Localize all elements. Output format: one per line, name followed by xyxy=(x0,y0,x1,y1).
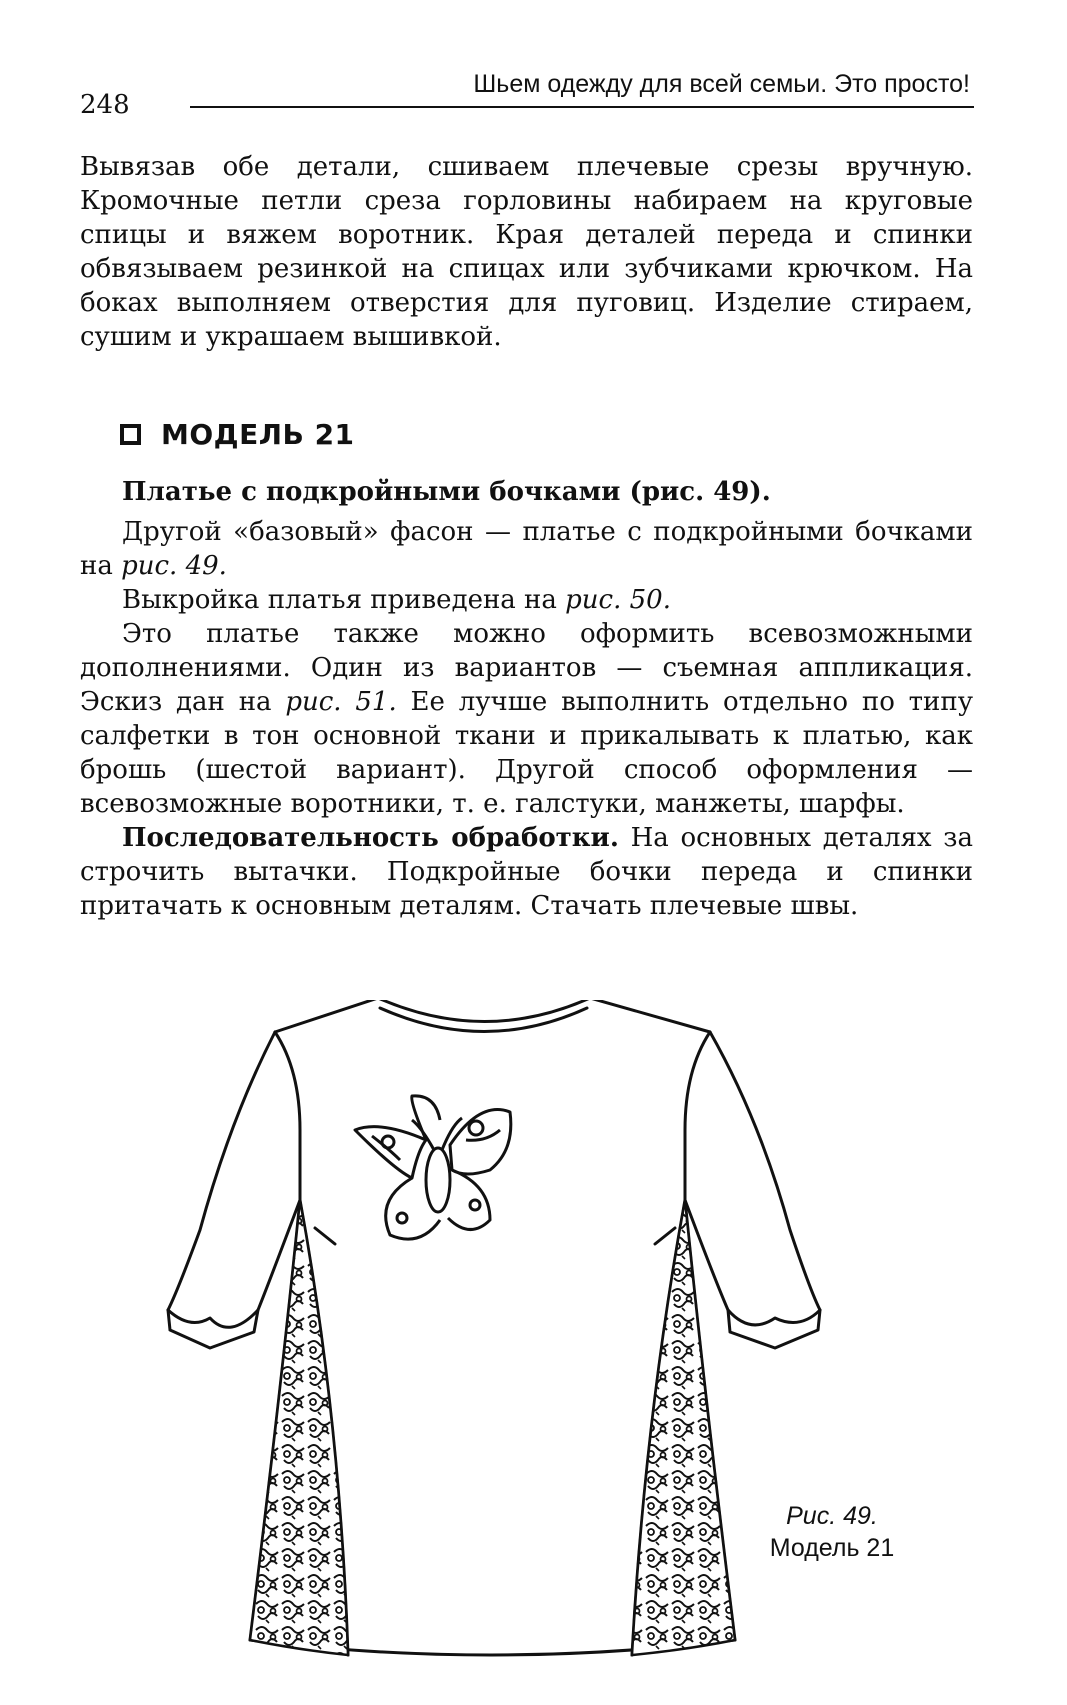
right-dart xyxy=(655,1228,675,1244)
paragraph-4-text: На основных деталях за строчить вытачки. Подкройные бочки переда и спинки притачать к основным деталям. Стачать плечевые швы. xyxy=(80,823,973,921)
paragraph-1-text: Другой «базовый» фасон — платье с подкройными бочками на xyxy=(80,517,973,581)
page-header xyxy=(80,66,980,120)
section-heading-text: МОДЕЛЬ 21 xyxy=(161,418,355,451)
paragraph-2-text: Выкройка платья приведена на xyxy=(122,585,566,615)
left-shoulder xyxy=(275,1000,378,1032)
left-armhole-seam xyxy=(275,1032,300,1200)
paragraph-1 xyxy=(80,515,973,583)
figure-caption xyxy=(752,1500,912,1564)
right-lace-panel xyxy=(632,1200,735,1655)
right-shoulder xyxy=(590,1000,710,1032)
paragraph-3-text-a: Это платье также можно оформить всевозможными дополнениями. Один из вариантов — съемная аппликация. Эскиз дан на xyxy=(80,619,973,717)
model-subtitle: Платье с подкройными бочками (рис. 49). xyxy=(122,477,771,507)
intro-text xyxy=(80,150,973,354)
left-cuff-band xyxy=(168,1310,258,1348)
right-sleeve-outer xyxy=(710,1032,820,1310)
dress-illustration xyxy=(150,1000,880,1680)
section-heading xyxy=(120,418,355,451)
square-bullet-icon xyxy=(120,424,141,445)
caption-figure-number: Рис. 49. xyxy=(786,1502,878,1530)
left-cuff xyxy=(168,1310,258,1327)
left-sleeve-outer xyxy=(168,1032,275,1310)
paragraph-3-text-b: Ее лучше выполнить отдельно по типу салфетки в тон основной ткани и прикалывать к платью, как брошь (шестой вариант). Другой способ оформления — всевозможные воротники, т. е. галстуки, манжеты, шарфы. xyxy=(80,687,974,819)
running-title: Шьем одежду для всей семьи. Это просто! xyxy=(473,70,970,98)
right-armhole-seam xyxy=(685,1032,710,1200)
header-rule xyxy=(190,106,974,108)
figure-ref-51: рис. 51. xyxy=(285,687,397,717)
butterfly-applique-icon xyxy=(355,1096,511,1239)
right-cuff-band xyxy=(728,1310,820,1348)
section-body xyxy=(80,475,973,923)
caption-label: Модель 21 xyxy=(769,1534,895,1562)
paragraph-3 xyxy=(80,617,973,821)
right-cuff xyxy=(728,1310,820,1325)
left-dart xyxy=(315,1228,335,1244)
paragraph-2 xyxy=(80,583,973,617)
paragraph-4 xyxy=(80,821,973,923)
page-number: 248 xyxy=(80,90,130,120)
intro-paragraph: Вывязав обе детали, сшиваем плечевые срезы вручную. Кромочные петли среза горловины набираем на круговые спицы и вяжем воротник. Края деталей переда и спинки обвязываем резинкой на спицах или зубчиками крючком. На боках выполняем отверстия для пуговиц. Изделие стираем, сушим и украшаем вышивкой. xyxy=(80,152,973,352)
left-lace-panel xyxy=(250,1200,348,1655)
sequence-label: Последовательность обработки. xyxy=(122,823,619,853)
figure-ref-50: рис. 50. xyxy=(565,585,671,615)
figure-ref-49: рис. 49. xyxy=(121,551,227,581)
